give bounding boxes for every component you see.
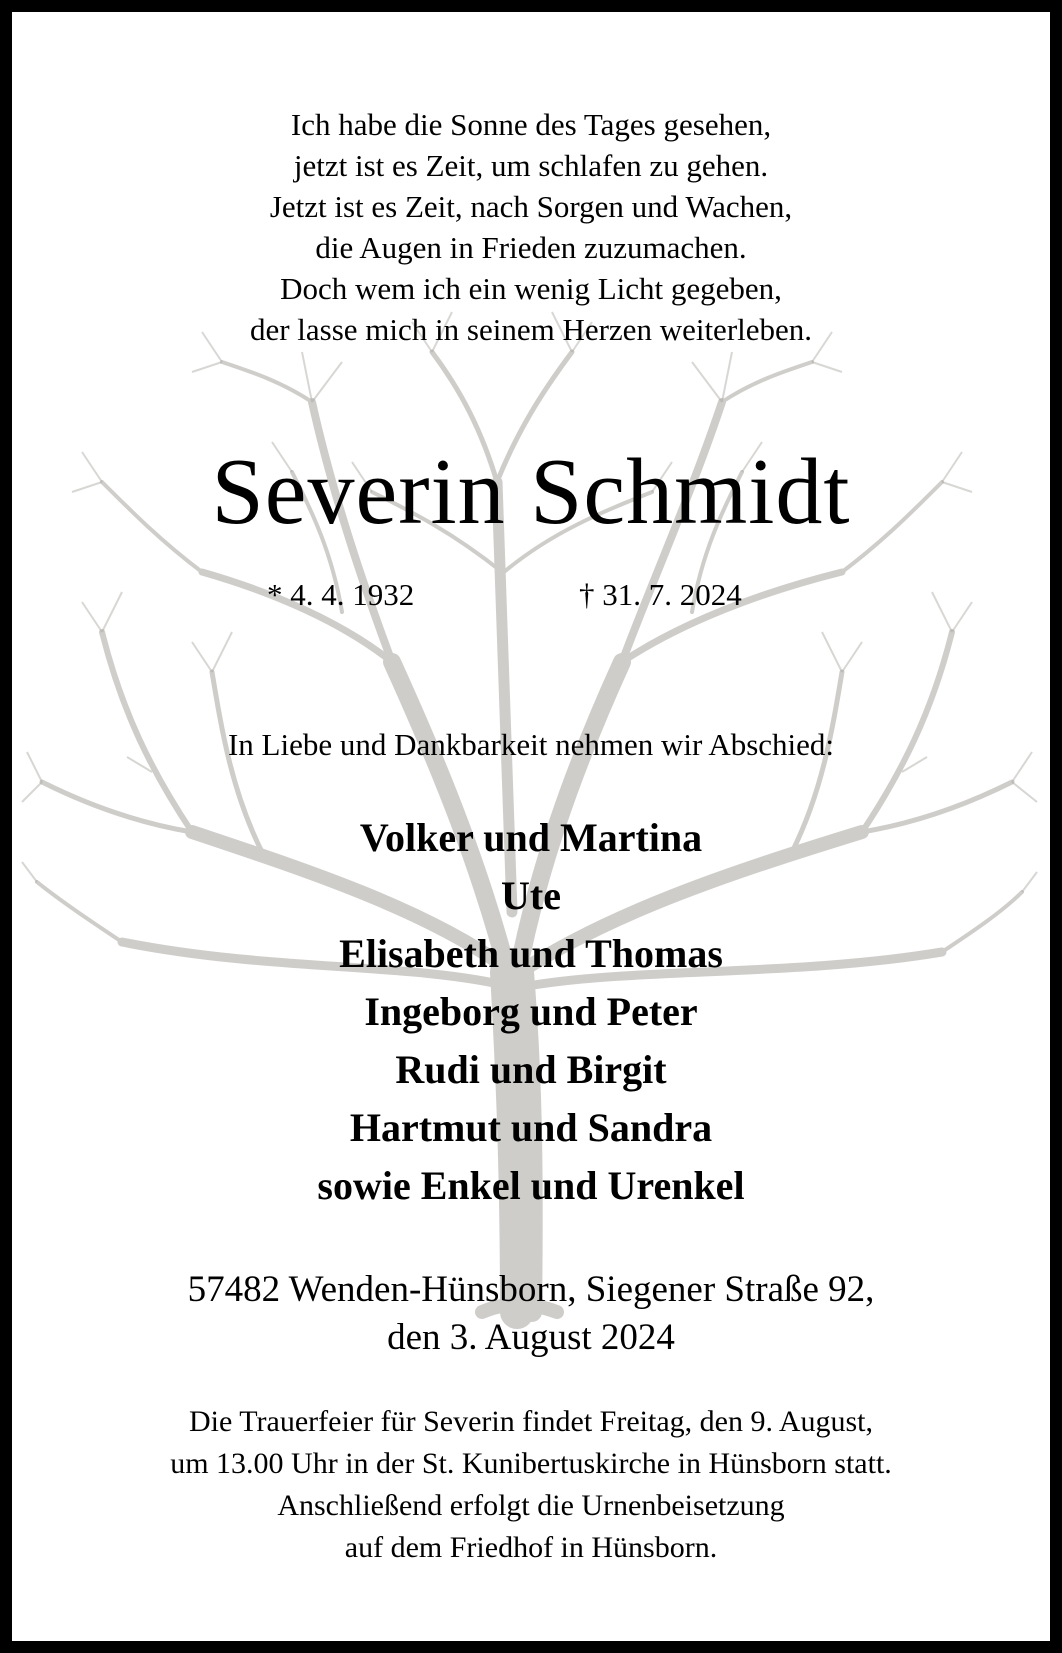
poem-line: der lasse mich in seinem Herzen weiterleben. (249, 312, 813, 347)
family-member: Ingeborg und Peter (364, 989, 698, 1034)
farewell-line: In Liebe und Dankbarkeit nehmen wir Abschied: (227, 727, 835, 762)
birth-date: * 4. 4. 1932 (267, 577, 415, 612)
service-line: auf dem Friedhof in Hünsborn. (344, 1531, 718, 1564)
poem-line: jetzt ist es Zeit, um schlafen zu gehen. (293, 148, 769, 183)
family-list (12, 809, 1050, 1215)
address-date: den 3. August 2024 (387, 1317, 675, 1358)
family-member: Hartmut und Sandra (349, 1105, 713, 1150)
poem (12, 104, 1050, 350)
poem-line: die Augen in Frieden zuzumachen. (315, 230, 747, 265)
service-line: um 13.00 Uhr in der St. Kunibertuskirche in Hünsborn statt. (170, 1447, 892, 1480)
service-info (12, 1401, 1050, 1569)
family-member: Ute (501, 873, 561, 918)
family-member: Volker und Martina (359, 815, 703, 860)
service-line: Anschließend erfolgt die Urnenbeisetzung (277, 1489, 785, 1522)
family-member: Elisabeth und Thomas (339, 931, 723, 976)
address-block (12, 1266, 1050, 1362)
address-line: 57482 Wenden-Hünsborn, Siegener Straße 92, (187, 1269, 875, 1310)
family-member: sowie Enkel und Urenkel (317, 1163, 745, 1208)
poem-line: Jetzt ist es Zeit, nach Sorgen und Wachen, (269, 189, 793, 224)
service-line: Die Trauerfeier für Severin findet Freitag, den 9. August, (188, 1405, 873, 1438)
deceased-name: Severin Schmidt (211, 440, 851, 544)
poem-line: Doch wem ich ein wenig Licht gegeben, (280, 271, 782, 306)
poem-line: Ich habe die Sonne des Tages gesehen, (290, 107, 772, 142)
family-member: Rudi und Birgit (395, 1047, 667, 1092)
death-date: † 31. 7. 2024 (579, 577, 742, 612)
